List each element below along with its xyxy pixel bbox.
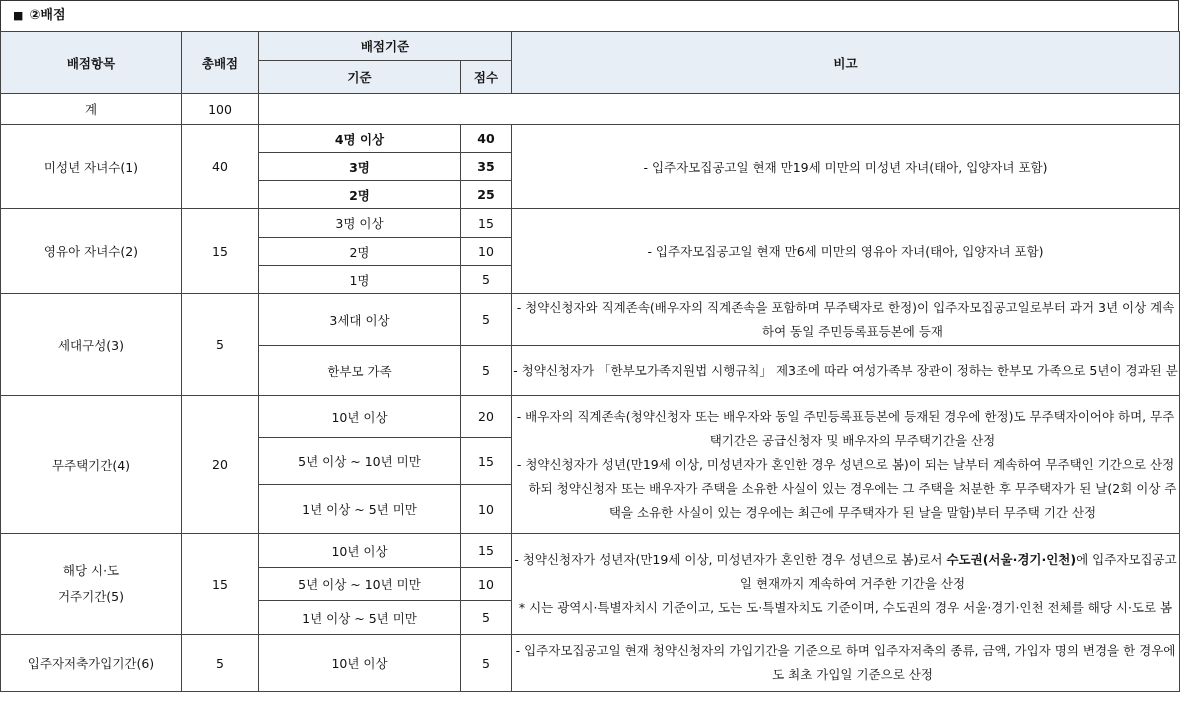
- section-title: [0, 0, 1179, 31]
- item-total: 5: [182, 294, 259, 396]
- header-criteria-group: 배점기준: [259, 32, 512, 61]
- item-label-line1: 해당 시·도: [62, 563, 120, 578]
- sum-label: 계: [1, 94, 182, 125]
- table-row: [1, 125, 1180, 153]
- score-table: [0, 31, 1180, 692]
- sum-total: 100: [182, 94, 259, 125]
- section-title-text: ②배점: [29, 8, 66, 23]
- item-label: 세대구성(3): [1, 294, 182, 396]
- criterion: 10년 이상: [259, 534, 461, 568]
- note: - 청약신청자가 성년(만19세 이상, 미성년자가 혼인한 경우 성년으로 봄)이 되는 날부터 계속하여 무주택인 기간으로 산정하되 청약신청자 또는 배우자가 주택을 소유한 사실이 있는 경우에는 그 주택을 처분한 후 무주택자가 된 날(2회 이상 주택을 소유한 사실이 있는 경우에는 최근에 무주택자가 된 날을 말함)부터 무주택 기간 산정: [516, 456, 1177, 520]
- note: - 배우자의 직계존속(청약신청자 또는 배우자와 동일 주민등록표등본에 등재된 경우에 한정)도 무주택자이어야 하며, 무주택기간은 공급신청자 및 배우자의 무주택기간을 산정: [516, 408, 1175, 448]
- note: - 청약신청자가 「한부모가족지원법 시행규칙」 제3조에 따라 여성가족부 장관이 정하는 한부모 가족으로 5년이 경과된 분: [513, 362, 1178, 378]
- item-total: 5: [182, 635, 259, 692]
- criterion: 4명 이상: [259, 125, 461, 153]
- criterion: 1년 이상 ~ 5년 미만: [259, 485, 461, 534]
- points: 10: [461, 238, 512, 266]
- table-row: [1, 94, 1180, 125]
- criterion: 5년 이상 ~ 10년 미만: [259, 568, 461, 601]
- item-label: 입주자저축가입기간(6): [1, 635, 182, 692]
- note: - 청약신청자가 성년자(만19세 이상, 미성년자가 혼인한 경우 성년으로 봄)로서 수도권(서울·경기·인천)에 입주자모집공고일 현재까지 계속하여 거주한 기간을 산정: [514, 552, 1177, 591]
- criterion: 5년 이상 ~ 10년 미만: [259, 438, 461, 485]
- points: 5: [461, 601, 512, 635]
- note: - 입주자모집공고일 현재 만19세 미만의 미성년 자녀(태아, 입양자녀 포함): [512, 125, 1180, 209]
- item-total: 40: [182, 125, 259, 209]
- points: 5: [461, 294, 512, 346]
- item-label-line2: 거주기간(5): [57, 589, 124, 604]
- points: 15: [461, 534, 512, 568]
- item-label: 미성년 자녀수(1): [1, 125, 182, 209]
- note: - 청약신청자와 직계존속(배우자의 직계존속을 포함하며 무주택자로 한정)이 입주자모집공고일로부터 과거 3년 이상 계속하여 동일 주민등록표등본에 등재: [516, 299, 1175, 339]
- criterion: 3명 이상: [259, 209, 461, 238]
- note: * 시는 광역시·특별자치시 기준이고, 도는 도·특별자치도 기준이며, 수도권의 경우 서울·경기·인천 전체를 해당 시·도로 봄: [518, 600, 1173, 615]
- note: - 입주자모집공고일 현재 만6세 미만의 영유아 자녀(태아, 입양자녀 포함): [512, 209, 1180, 294]
- header-criteria: 기준: [259, 61, 461, 94]
- header-item: 배점항목: [1, 32, 182, 94]
- points: 5: [461, 346, 512, 396]
- points: 40: [461, 125, 512, 153]
- criterion: 10년 이상: [259, 396, 461, 438]
- item-total: 15: [182, 209, 259, 294]
- table-row: [1, 635, 1180, 692]
- points: 20: [461, 396, 512, 438]
- header-total: 총배점: [182, 32, 259, 94]
- criterion: 한부모 가족: [259, 346, 461, 396]
- item-label: 무주택기간(4): [1, 396, 182, 534]
- points: 25: [461, 181, 512, 209]
- criterion: 3명: [259, 153, 461, 181]
- criterion: 10년 이상: [259, 635, 461, 692]
- item-label: 영유아 자녀수(2): [1, 209, 182, 294]
- table-row: [1, 534, 1180, 568]
- item-total: 15: [182, 534, 259, 635]
- points: 15: [461, 438, 512, 485]
- points: 5: [461, 635, 512, 692]
- square-bullet-icon: ■: [13, 9, 24, 22]
- table-row: [1, 209, 1180, 238]
- points: 35: [461, 153, 512, 181]
- table-row: [1, 294, 1180, 346]
- criterion: 1년 이상 ~ 5년 미만: [259, 601, 461, 635]
- item-label: [1, 534, 182, 635]
- table-row: [1, 396, 1180, 438]
- points: 10: [461, 568, 512, 601]
- header-note: 비고: [512, 32, 1180, 94]
- criterion: 1명: [259, 266, 461, 294]
- header-points: 점수: [461, 61, 512, 94]
- criterion: 3세대 이상: [259, 294, 461, 346]
- points: 10: [461, 485, 512, 534]
- note: - 입주자모집공고일 현재 청약신청자의 가입기간을 기준으로 하며 입주자저축의 종류, 금액, 가입자 명의 변경을 한 경우에도 최초 가입일 기준으로 산정: [515, 643, 1176, 682]
- criterion: 2명: [259, 181, 461, 209]
- points: 5: [461, 266, 512, 294]
- criterion: 2명: [259, 238, 461, 266]
- points: 15: [461, 209, 512, 238]
- item-total: 20: [182, 396, 259, 534]
